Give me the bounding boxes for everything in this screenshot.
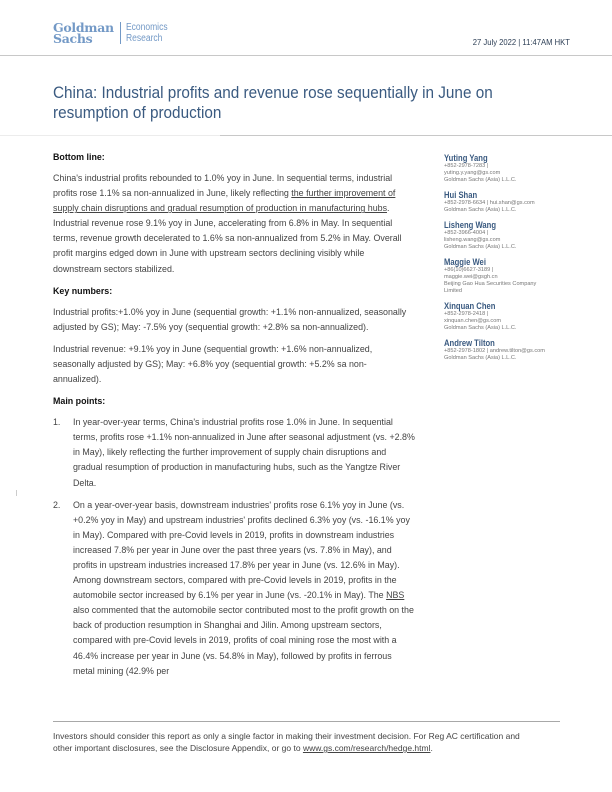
main-point-text: In year-over-year terms, China's industrial profits rose 1.0% in June. In sequential terms, profits rose +1.1% non-annualized in June after seasonal adjustment (vs. +2.8% in May), likely reflecting the further improvement of supply chain disruptions and gradual resumption of production in manufacturing hubs, such as the Yangtze River Delta. <box>73 417 415 488</box>
author-card: Hui Shan +852-2978-6634 | hui.shan@gs.com Goldman Sachs (Asia) L.L.C. <box>444 190 594 214</box>
author-email[interactable]: xinquan.chen@gs.com <box>444 318 501 324</box>
author-email[interactable]: +852-2978-1802 | andrew.tilton@gs.com <box>444 348 545 354</box>
key-number-profits: Industrial profits:+1.0% yoy in June (sequential growth: +1.1% non-annualized, seasonally adjusted by GS); May: -7.5% yoy (sequential growth: +2.8% sa non-annualized). <box>53 306 407 332</box>
author-card: Andrew Tilton +852-2978-1802 | andrew.tilton@gs.com Goldman Sachs (Asia) L.L.C. <box>444 338 594 362</box>
author-email[interactable]: +852-2978-6634 | hui.shan@gs.com <box>444 200 535 206</box>
author-card: Xinquan Chen +852-2978-2418 | xinquan.chen@gs.com Goldman Sachs (Asia) L.L.C. <box>444 301 594 332</box>
author-email[interactable]: lisheng.wang@gs.com <box>444 237 501 243</box>
nbs-link[interactable]: NBS <box>386 590 405 601</box>
author-name: Hui Shan <box>444 190 478 200</box>
author-name: Andrew Tilton <box>444 338 495 348</box>
key-numbers-heading: Key numbers: <box>53 285 113 296</box>
author-name: Xinquan Chen <box>444 301 496 311</box>
header-divider <box>0 55 612 56</box>
author-email[interactable]: yuting.y.yang@gs.com <box>444 170 501 176</box>
bottom-line-text: China's industrial profits rebounded to 1.0% yoy in June. In sequential terms, industrial profits rose 1.1% sa non-annualized in June, likely reflecting the further improvement of supply chain disruptions and gradual resumption of production in manufacturing hubs. Industrial revenue rose 9.1% yoy in June, accelerating from 6.8% in May. In sequential terms, revenue growth decelerated to 1.6% sa non-annualized from 5.2% in May. Overall profit margins edged down in June with upstream sectors declining visibly while downstream sectors stabilized. <box>53 173 402 274</box>
author-email[interactable]: maggie.wei@gsgh.cn <box>444 274 498 280</box>
bottom-line-link[interactable]: the further improvement of supply chain disruptions and gradual resumption of production in manufacturing hubs <box>53 188 396 214</box>
key-number-revenue: Industrial revenue: +9.1% yoy in June (sequential growth: +1.6% non-annualized, seasonally adjusted by GS); May: +6.8% yoy (sequential growth: +5.2% sa non-annualized). <box>53 343 373 385</box>
main-content <box>53 150 415 686</box>
goldman-sachs-logo <box>53 22 175 44</box>
bottom-line-heading: Bottom line: <box>53 152 105 162</box>
main-point-item <box>53 415 415 490</box>
title-divider-right <box>220 135 612 136</box>
logo-divider <box>120 22 121 44</box>
title-divider-left <box>0 135 220 136</box>
margin-change-bar <box>16 490 17 496</box>
report-title: China: Industrial profits and revenue rose sequentially in June on resumption of production <box>53 83 493 122</box>
logo-wordmark: Goldman Sachs <box>53 20 114 46</box>
author-card: Maggie Wei +86(10)6627-3189 | maggie.wei@gsgh.cn Beijing Gao Hua Securities Company Limited <box>444 257 594 295</box>
page-header <box>0 0 612 56</box>
author-card: Yuting Yang +852-2978-7283 | yuting.y.yang@gs.com Goldman Sachs (Asia) L.L.C. <box>444 153 594 184</box>
main-point-item: 2. On a year-over-year basis, downstream industries' profits rose 6.1% yoy in June (vs. +0.2% yoy in May) and upstream industries' profits declined 6.3% yoy (vs. -16.1% yoy in May). Compared with pre-Covid levels in 2019, profits in downstream industries increased 7.8% per year in June over the past three years (vs. 7.8% in May), and profits in upstream industries increased 17.8% per year in June (vs. 12.6% in May). Among downstream sectors, compared with pre-Covid levels in 2019, profits in the automobile sector increased by 6.1% per year in June (vs. -20.1% in May). The NBS also commented that the automobile sector contributed most to the profit growth on the back of production resumption in Shanghai and Jilin. Among upstream sectors, compared with pre-Covid levels in 2019, profits of coal mining rose the most with a 46.4% increase per year in June (vs. 54.8% in May), followed by profits in ferrous metal mining (42.9% per <box>53 499 414 676</box>
main-point-number: 1. <box>53 417 61 428</box>
main-points-heading: Main points: <box>53 396 106 407</box>
disclosure-link[interactable]: www.gs.com/research/hedge.html <box>302 743 431 753</box>
main-points-list <box>53 415 415 679</box>
main-point-number: 2. <box>53 499 61 510</box>
division-name: Economics Research <box>125 22 168 44</box>
authors-sidebar <box>444 153 594 368</box>
publish-date: 27 July 2022 | 11:47AM HKT <box>472 37 570 47</box>
author-name: Maggie Wei <box>444 257 486 267</box>
author-card: Lisheng Wang +852-3966-4004 | lisheng.wang@gs.com Goldman Sachs (Asia) L.L.C. <box>444 220 594 251</box>
disclaimer: Investors should consider this report as only a single factor in making their investment decision. For Reg AC certification and other important disclosures, see the Disclosure Appendix, or go to www.gs.com/research/hedge.html. <box>53 731 520 753</box>
footer-divider <box>53 721 560 722</box>
author-name: Yuting Yang <box>444 153 488 163</box>
author-name: Lisheng Wang <box>444 220 496 230</box>
